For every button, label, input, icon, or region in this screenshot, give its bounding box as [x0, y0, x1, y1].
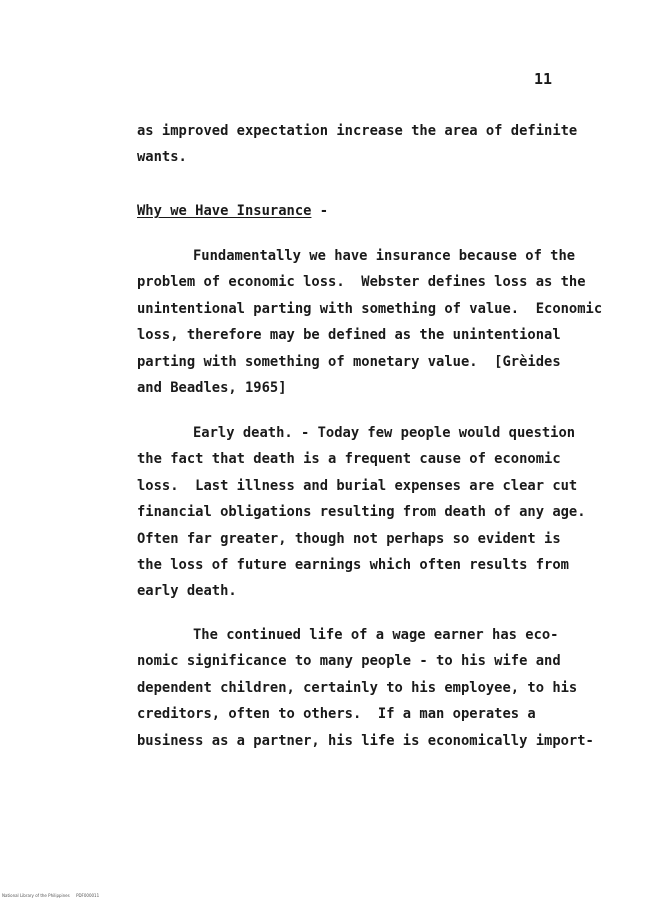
text-line: business as a partner, his life is economically import-: [137, 732, 594, 749]
paragraph-wage-earner: [137, 622, 607, 754]
section-heading-title: Why we Have Insurance: [137, 203, 312, 219]
intro-paragraph: [137, 118, 607, 171]
text-line: dependent children, certainly to his employee, to his: [137, 679, 578, 696]
text-line: nomic significance to many people - to his wife and: [137, 653, 561, 670]
section-heading: [137, 198, 328, 224]
text-line: the fact that death is a frequent cause of economic: [137, 451, 561, 468]
text-line: early death.: [137, 583, 237, 600]
text-line: parting with something of monetary value. [Grèides: [137, 353, 561, 370]
text-line: Often far greater, though not perhaps so evident is: [137, 530, 561, 547]
text-line: as improved expectation increase the area of definite: [137, 123, 578, 139]
scan-footer-note: National Library of the Philippines PDF000011: [2, 893, 100, 898]
paragraph-early-death: [137, 420, 607, 605]
text-line: The continued life of a wage earner has eco-: [193, 627, 559, 643]
text-line: unintentional parting with something of value. Economic: [137, 300, 603, 317]
text-line: loss, therefore may be defined as the unintentional: [137, 327, 561, 344]
paragraph-insurance: [137, 243, 607, 401]
page-number: 11: [534, 70, 553, 88]
text-line: loss. Last illness and burial expenses are clear cut: [137, 477, 578, 494]
text-line: Fundamentally we have insurance because of the: [193, 248, 576, 264]
text-line: creditors, often to others. If a man operates a: [137, 706, 536, 723]
text-line: Early death. - Today few people would question: [193, 425, 576, 441]
text-line: the loss of future earnings which often results from: [137, 557, 569, 574]
section-heading-suffix: -: [311, 203, 329, 219]
text-line: financial obligations resulting from death of any age.: [137, 504, 586, 521]
text-line: and Beadles, 1965]: [137, 380, 287, 397]
text-line: problem of economic loss. Webster defines loss as the: [137, 274, 586, 291]
text-line: wants.: [137, 149, 187, 166]
